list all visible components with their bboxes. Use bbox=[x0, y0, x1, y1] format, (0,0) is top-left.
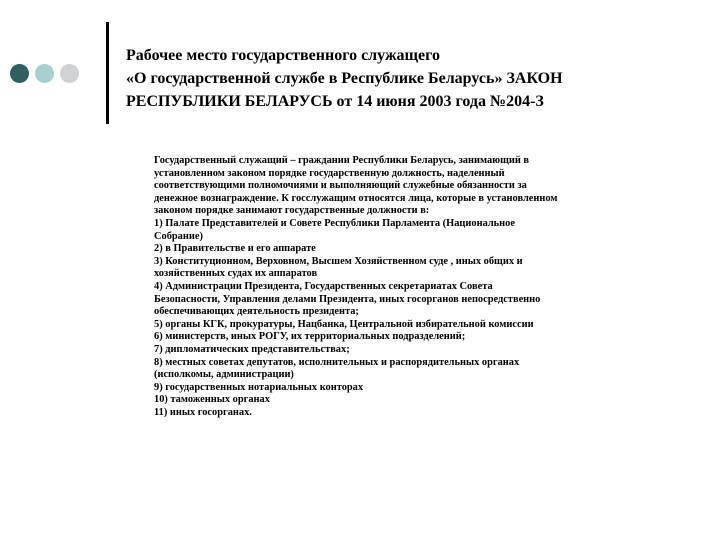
body-line: обеспечивающих деятельность президента; bbox=[154, 306, 359, 318]
body-line: 11) иных госорганах. bbox=[154, 406, 252, 418]
body-line: 3) Конституционном, Верховном, Высшем Хозяйственном суде , иных общих и bbox=[154, 255, 523, 267]
body-line: 1) Палате Представителей и Совете Республики Парламента (Национальное bbox=[154, 217, 515, 229]
title-line: РЕСПУБЛИКИ БЕЛАРУСЬ от 14 июня 2003 года №204-З bbox=[126, 93, 544, 110]
dot-light-gray bbox=[60, 64, 79, 83]
body-line: 9) государственных нотариальных конторах bbox=[154, 381, 364, 393]
body-line: (исполкомы, администрации) bbox=[154, 369, 294, 381]
body-line: 7) дипломатических представительствах; bbox=[154, 343, 350, 355]
body-line: Безопасности, Управления делами Президента, иных госорганов непосредственно bbox=[154, 293, 541, 305]
body-line: 10) таможенных органах bbox=[154, 394, 270, 406]
decorative-dots bbox=[10, 64, 79, 83]
slide-body bbox=[154, 155, 674, 419]
body-line: 2) в Правительстве и его аппарате bbox=[154, 243, 316, 255]
vertical-divider bbox=[106, 22, 109, 124]
body-line: 4) Администрации Президента, Государственных секретариатах Совета bbox=[154, 280, 493, 292]
body-line: законом порядке занимают государственные должности в: bbox=[154, 205, 430, 217]
body-line: Собрание) bbox=[154, 230, 203, 242]
body-line: установленном законом порядке государственную должность, наделенный bbox=[154, 167, 505, 179]
dot-dark bbox=[10, 64, 29, 83]
body-line: хозяйственных судах их аппаратов bbox=[154, 268, 318, 280]
title-line: Рабочее место государственного служащего bbox=[126, 47, 441, 64]
body-line: Государственный служащий – граждании Республики Беларусь, занимающий в bbox=[154, 155, 530, 166]
body-line: 5) органы КГК, прокуратуры, Нацбанка, Центральной избирательной комиссии bbox=[154, 318, 534, 330]
slide-title bbox=[126, 44, 686, 113]
body-line: денежное вознаграждение. К госслужащим относятся лица, которые в установленном bbox=[154, 192, 558, 204]
body-line: 8) местных советах депутатов, исполнительных и распорядительных органах bbox=[154, 356, 520, 368]
title-line: «О государственной службе в Республике Беларусь» ЗАКОН bbox=[126, 70, 563, 87]
dot-light-teal bbox=[35, 64, 54, 83]
body-line: 6) министерств, иных РОГУ, их территориальных подразделений; bbox=[154, 331, 466, 343]
body-line: соответствующими полномочиями и выполняющий служебные обязанности за bbox=[154, 180, 527, 192]
